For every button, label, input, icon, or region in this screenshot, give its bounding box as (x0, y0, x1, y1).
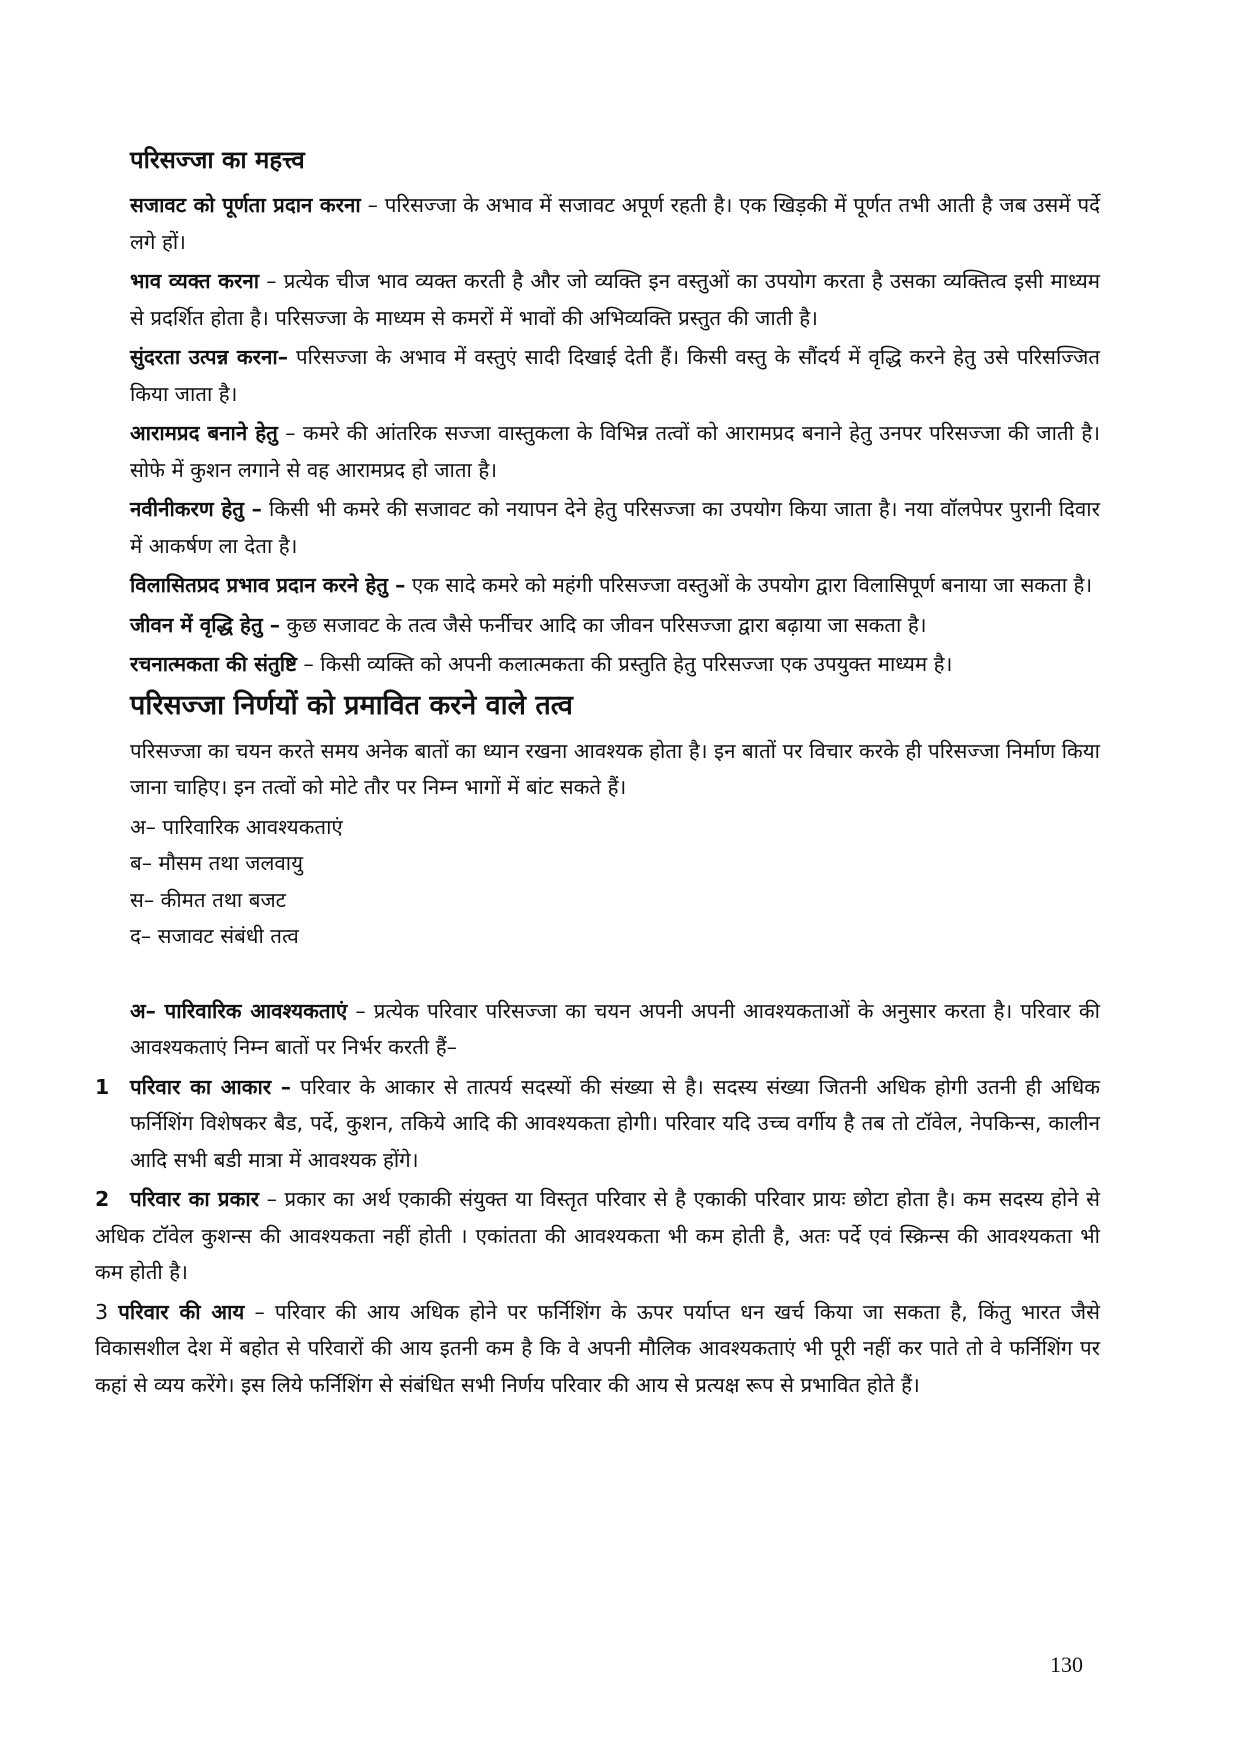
point-text: – परिवार की आय अधिक होने पर फर्निशिंग के ऊपर पर्याप्त धन खर्च किया जा सकता है, किंतु भारत जैसे विकासशील देश में बहोत से परिवारों की आय इतनी कम है कि वे अपनी मौलिक आवश्यकताएं भी पूरी नहीं कर पाते तो वे फर्निशिंग पर कहां से व्यय करेंगे। इस लिये फर्निशिंग से संबंधित सभी निर्णय परिवार की आय से प्रत्यक्ष रूप से प्रभावित होते हैं। (95, 1299, 1100, 1397)
item-text: किसी व्यक्ति को अपनी कलात्मकता की प्रस्तुति हेतु परिसज्जा एक उपयुक्त माध्यम है। (320, 652, 953, 676)
item-text: कमरे की आंतरिक सज्जा वास्तुकला के विभिन्न तत्वों को आरामप्रद बनाने हेतु उनपर परिसज्जा की जाती है। सोफे में कुशन लगाने से वह आरामप्रद हो जाता है। (130, 421, 1100, 482)
importance-item (130, 646, 1100, 683)
factor-list-item: स– कीमत तथा बजट (130, 887, 286, 912)
item-term: आरामप्रद बनाने हेतु (130, 421, 278, 445)
item-text: प्रत्येक चीज भाव व्यक्त करती है और जो व्यक्ति इन वस्तुओं का उपयोग करता है उसका व्यक्तित्व इसी माध्यम से प्रदर्शित होता है। परिसज्जा के माध्यम से कमरों में भावों की अभिव्यक्ति प्रस्तुत की जाती है। (130, 269, 1100, 330)
item-separator (262, 497, 269, 521)
item-separator: – (277, 421, 303, 445)
item-separator: – (259, 269, 284, 293)
importance-item (130, 607, 1100, 644)
factor-list-item: द– सजावट संबंधी तत्व (130, 924, 299, 948)
item-separator: – (360, 193, 385, 217)
point-number: 3 (95, 1299, 109, 1324)
numbered-point (95, 1294, 1100, 1404)
item-term: नवीनीकरण हेतु – (130, 497, 262, 521)
item-term: भाव व्यक्त करना (130, 269, 260, 293)
importance-item (130, 263, 1100, 336)
item-separator: – (347, 998, 374, 1023)
factor-list-item: ब– मौसम तथा जलवायु (130, 851, 303, 875)
factors-intro: परिसज्जा का चयन करते समय अनेक बातों का ध्यान रखना आवश्यक होता है। इन बातों पर विचार करके ही परिसज्जा निर्माण किया जाना चाहिए। इन तत्वों को मोटे तौर पर निम्न भागों में बांट सकते हैं। (130, 738, 1100, 799)
importance-item (130, 339, 1100, 412)
item-text: एक सादे कमरे को महंगी परिसज्जा वस्तुओं के उपयोग द्वारा विलासिपूर्ण बनाया जा सकता है। (411, 573, 1093, 597)
point-term: परिवार का आकार – (130, 1074, 292, 1099)
point-text: परिवार के आकार से तात्पर्य सदस्यों की संख्या से है। सदस्य संख्या जितनी अधिक होगी उतनी ही अधिक फर्निशिंग विशेषकर बैड, पर्दे, कुशन, तकिये आदि की आवश्यकता होगी। परिवार यदि उच्च वर्गीय है तब तो टॉवेल, नेपकिन्स, कालीन आदि सभी बडी मात्रा में आवश्यक होंगे। (130, 1074, 1100, 1172)
item-text: परिसज्जा के अभाव में वस्तुएं सादी दिखाई देती हैं। किसी वस्तु के सौंदर्य में वृद्धि करने हेतु उसे परिसज्जित किया जाता है। (130, 345, 1100, 406)
item-separator: – (297, 652, 321, 676)
item-term: रचनात्मकता की संतुष्टि (130, 652, 297, 676)
page-number: 130 (1050, 1652, 1083, 1677)
family-needs-term: अ– पारिवारिक आवश्यकताएं (130, 998, 348, 1023)
section-heading-factors: परिसज्जा निर्णयों को प्रमावित करने वाले तत्व (130, 689, 573, 721)
item-text: कुछ सजावट के तत्व जैसे फर्नीचर आदि का जीवन परिसज्जा द्वारा बढ़ाया जा सकता है। (286, 612, 927, 637)
numbered-point (95, 1069, 1100, 1179)
family-needs-paragraph (130, 993, 1100, 1066)
point-term: परिवार की आय (118, 1299, 245, 1324)
item-text: परिसज्जा के अभाव में सजावट अपूर्ण रहती है। एक खिड़की में पूर्णत तभी आती है जब उसमें पर्दे लगे हों। (130, 193, 1100, 254)
importance-item (130, 415, 1100, 488)
point-text: – प्रकार का अर्थ एकाकी संयुक्त या विस्तृत परिवार से है एकाकी परिवार प्रायः छोटा होता है। कम सदस्य होने से अधिक टॉवेल कुशन्स की आवश्यकता नहीं होती । एकांतता की आवश्यकता भी कम होती है, अतः पर्दे एवं स्क्रिन्स की आवश्यकता भी कम होती है। (95, 1187, 1100, 1284)
importance-item (130, 187, 1100, 260)
importance-item (130, 567, 1100, 604)
section-heading-importance: परिसज्जा का महत्त्व (130, 146, 305, 174)
item-term: विलासितप्रद प्रभाव प्रदान करने हेतु – (130, 573, 406, 597)
item-separator (288, 345, 296, 369)
family-needs-text: प्रत्येक परिवार परिसज्जा का चयन अपनी अपनी आवश्यकताओं के अनुसार करता है। परिवार की आवश्यकताएं निम्न बातों पर निर्भर करती हैं– (130, 998, 1100, 1059)
point-term: परिवार का प्रकार (130, 1187, 260, 1211)
page-content (95, 145, 1100, 1406)
numbered-point (95, 1181, 1100, 1291)
spacer (95, 955, 1100, 993)
importance-item (130, 491, 1100, 564)
item-text: किसी भी कमरे की सजावट को नयापन देने हेतु परिसज्जा का उपयोग किया जाता है। नया वॉलपेपर पुरानी दिवार में आकर्षण ला देता है। (130, 497, 1100, 558)
item-term: सजावट को पूर्णता प्रदान करना (130, 193, 361, 217)
item-term: जीवन में वृद्धि हेतु – (130, 612, 281, 637)
factor-list-item: अ– पारिवारिक आवश्यकताएं (130, 814, 343, 839)
item-term: सुंदरता उत्पन्न करना– (130, 345, 288, 369)
point-number: 1 (95, 1074, 110, 1099)
point-number: 2 (95, 1187, 110, 1211)
